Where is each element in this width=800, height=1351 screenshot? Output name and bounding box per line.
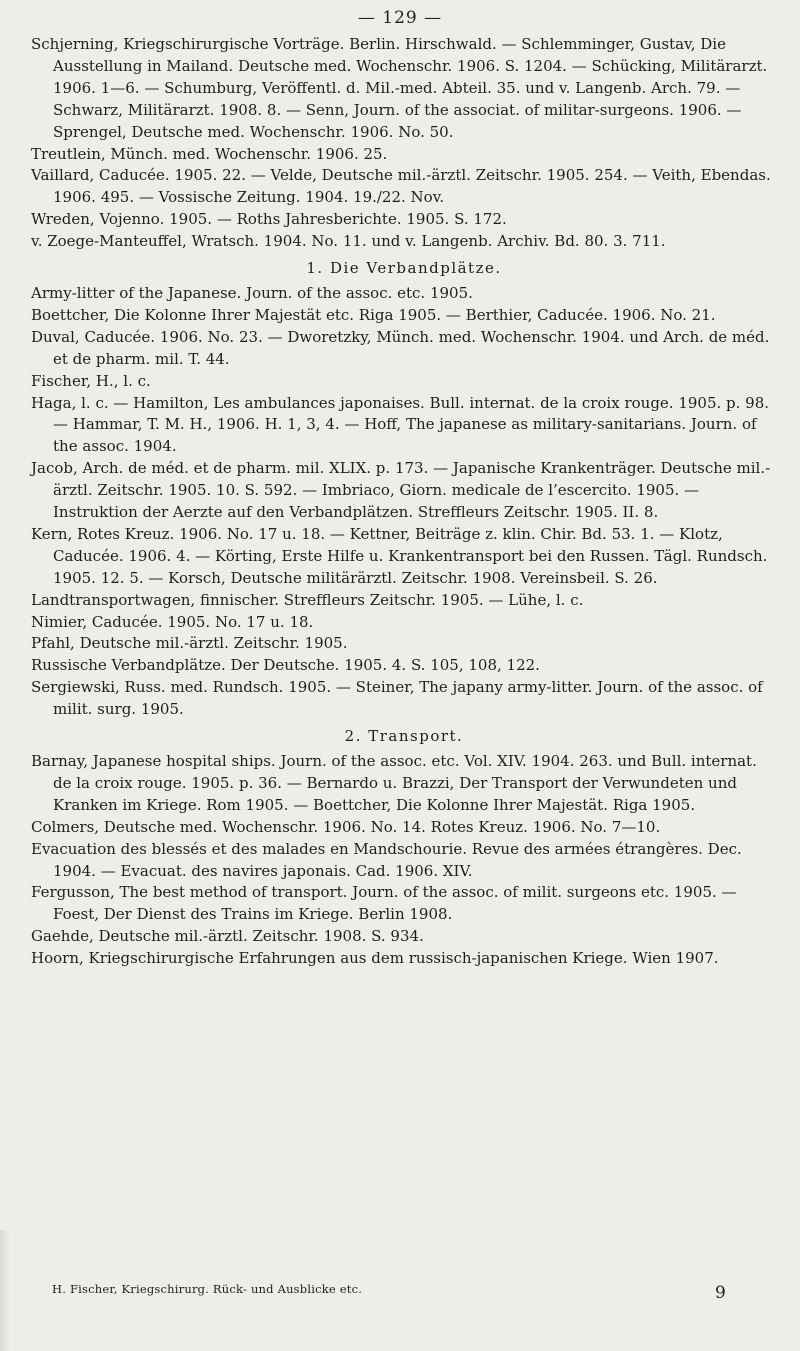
bibliography-entry: Fergusson, The best method of transport. Journ. of the assoc. of milit. surgeons etc. 1905. — Foest, Der Dienst des Trains im Kriege. Berlin 1908.	[31, 883, 737, 924]
section-heading-verbandplaetze: 1. Die Verbandplätze.	[306, 259, 502, 278]
bibliography-entry: Jacob, Arch. de méd. et de pharm. mil. XLIX. p. 173. — Japanische Krankenträger. Deutsche mil.-ärztl. Zeitschr. 1905. 10. S. 592. — Imbriaco, Giorn. medicale de l’escercito. 1905. — Instruktion der Aerzte auf den Verbandplätzen. Streffleurs Zeitschr. 1905. II. 8.	[31, 459, 771, 522]
bibliography-entry: Russische Verbandplätze. Der Deutsche. 1905. 4. S. 105, 108, 122.	[31, 656, 540, 675]
bibliography-entry: Duval, Caducée. 1906. No. 23. — Dworetzky, Münch. med. Wochenschr. 1904. und Arch. de méd. et de pharm. mil. T. 44.	[31, 327, 770, 368]
bibliography	[31, 34, 777, 970]
section-heading-transport: 2. Transport.	[344, 727, 464, 746]
bibliography-entry: Wreden, Vojenno. 1905. — Roths Jahresberichte. 1905. S. 172.	[31, 210, 507, 229]
bibliography-entry: Treutlein, Münch. med. Wochenschr. 1906. 25.	[31, 144, 388, 163]
bibliography-entry: Nimier, Caducée. 1905. No. 17 u. 18.	[31, 612, 314, 631]
bibliography-entry: Kern, Rotes Kreuz. 1906. No. 17 u. 18. — Kettner, Beiträge z. klin. Chir. Bd. 53. 1. — Klotz, Caducée. 1906. 4. — Körting, Erste Hilfe u. Krankentransport bei den Russen. Tägl. Rundsch. 1905. 12. 5. — Korsch, Deutsche militärärztl. Zeitschr. 1908. Vereinsbeil. S. 26.	[31, 524, 768, 587]
bibliography-entry: Fischer, H., l. c.	[31, 371, 151, 390]
bibliography-entry: Schjerning, Kriegschirurgische Vorträge. Berlin. Hirschwald. — Schlemminger, Gustav, Die Ausstellung in Mailand. Deutsche med. Wochenschr. 1906. S. 1204. — Schücking, Militärarzt. 1906. 1—6. — Schumburg, Veröffentl. d. Mil.-med. Abteil. 35. und v. Langenb. Arch. 79. — Schwarz, Militärarzt. 1908. 8. — Senn, Journ. of the associat. of militar-surgeons. 1906. — Sprengel, Deutsche med. Wochenschr. 1906. No. 50.	[31, 35, 768, 141]
page-number: — 129 —	[357, 8, 443, 28]
bibliography-entry: v. Zoege-Manteuffel, Wratsch. 1904. No. 11. und v. Langenb. Archiv. Bd. 80. 3. 711.	[31, 232, 666, 251]
bibliography-entry: Haga, l. c. — Hamilton, Les ambulances japonaises. Bull. internat. de la croix rouge. 1905. p. 98. — Hammar, T. M. H., 1906. H. 1, 3, 4. — Hoff, The japanese as military-sanitarians. Journ. of the assoc. 1904.	[31, 393, 770, 456]
footer-running-title: H. Fischer, Kriegschirurg. Rück- und Ausblicke etc.	[52, 1282, 363, 1296]
footer-signature-mark: 9	[715, 1283, 726, 1303]
bibliography-entry: Evacuation des blessés et des malades en Mandschourie. Revue des armées étrangères. Dec. 1904. — Evacuat. des navires japonais. Cad. 1906. XIV.	[31, 839, 742, 880]
bibliography-entry: Vaillard, Caducée. 1905. 22. — Velde, Deutsche mil.-ärztl. Zeitschr. 1905. 254. — Veith, Ebendas. 1906. 495. — Vossische Zeitung. 1904. 19./22. Nov.	[31, 166, 771, 207]
bibliography-entry: Gaehde, Deutsche mil.-ärztl. Zeitschr. 1908. S. 934.	[31, 927, 424, 946]
bibliography-entry: Colmers, Deutsche med. Wochenschr. 1906. No. 14. Rotes Kreuz. 1906. No. 7—10.	[31, 817, 661, 836]
bibliography-entry: Hoorn, Kriegschirurgische Erfahrungen aus dem russisch-japanischen Kriege. Wien 1907.	[31, 949, 719, 968]
bibliography-entry: Landtransportwagen, finnischer. Streffleurs Zeitschr. 1905. — Lühe, l. c.	[31, 590, 584, 609]
page-edge-shadow	[0, 1230, 10, 1351]
bibliography-entry: Army-litter of the Japanese. Journ. of the assoc. etc. 1905.	[31, 283, 473, 302]
bibliography-entry: Sergiewski, Russ. med. Rundsch. 1905. — Steiner, The japany army-litter. Journ. of the assoc. of milit. surg. 1905.	[31, 678, 763, 719]
bibliography-entry: Barnay, Japanese hospital ships. Journ. of the assoc. etc. Vol. XIV. 1904. 263. und Bull. internat. de la croix rouge. 1905. p. 36. — Bernardo u. Brazzi, Der Transport der Verwundeten und Kranken im Kriege. Rom 1905. — Boettcher, Die Kolonne Ihrer Majestät. Riga 1905.	[31, 752, 757, 814]
bibliography-entry: Boettcher, Die Kolonne Ihrer Majestät etc. Riga 1905. — Berthier, Caducée. 1906. No. 21.	[31, 305, 716, 324]
bibliography-entry: Pfahl, Deutsche mil.-ärztl. Zeitschr. 1905.	[31, 634, 348, 653]
